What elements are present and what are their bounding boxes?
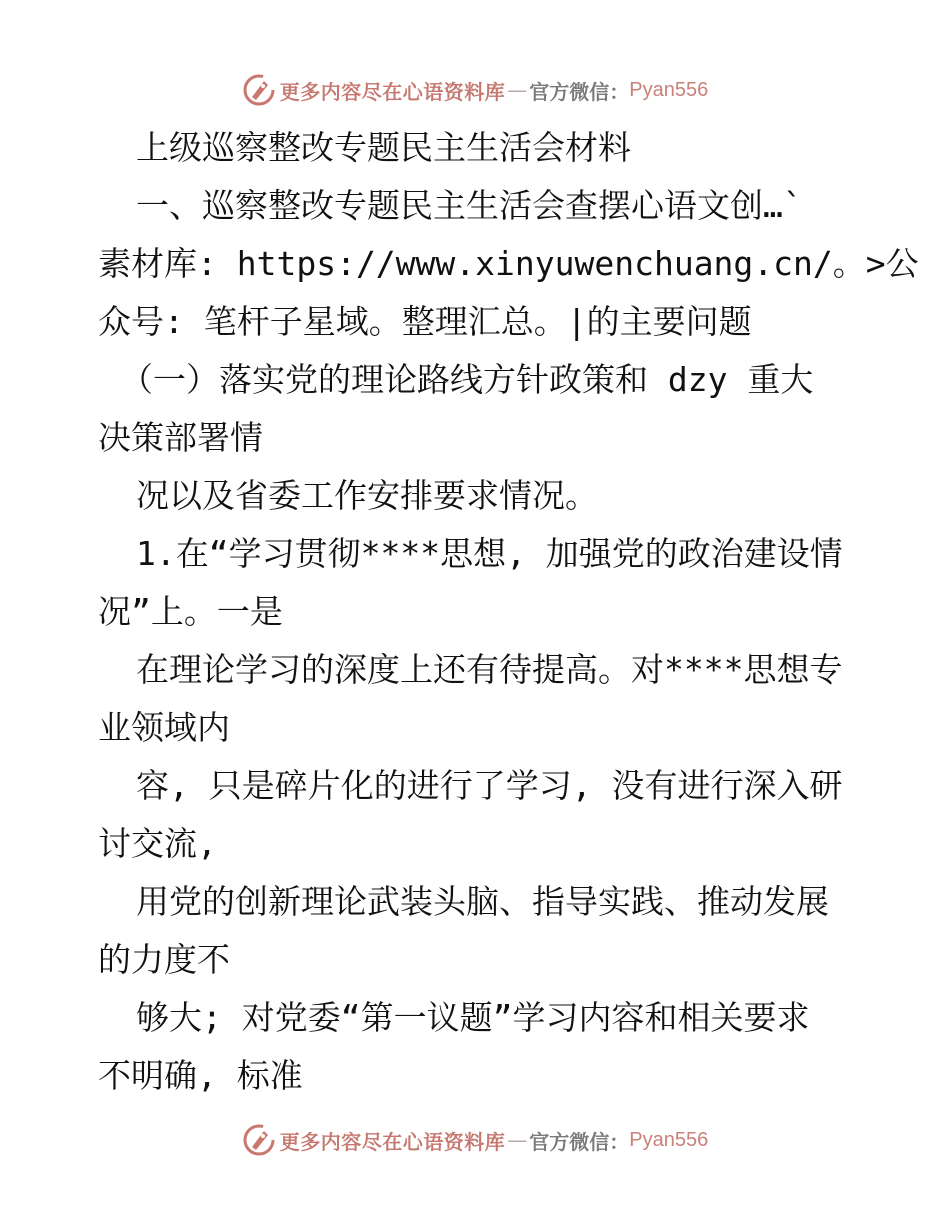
text-line: 一、巡察整改专题民主生活会查摆心语文创…` <box>136 186 803 225</box>
text-line: 决策部署情 <box>98 418 263 457</box>
text-line: 容, 只是碎片化的进行了学习, 没有进行深入研 <box>136 766 843 805</box>
pen-nib-logo-icon <box>242 1123 276 1157</box>
text-line: 素材库: https://www.xinyuwenchuang.cn/。>公 <box>98 244 919 283</box>
banner-dash: — <box>507 1128 528 1152</box>
banner-wechat-id: Pyan556 <box>629 78 709 101</box>
text-line: 众号: 笔杆子星域。整理汇总。|的主要问题 <box>98 302 752 341</box>
banner-wechat-label: 官方微信： <box>529 1129 630 1154</box>
text-line: 的力度不 <box>98 940 230 979</box>
text-line: （一）落实党的理论路线方针政策和 dzy 重大 <box>120 360 814 399</box>
text-line: 讨交流, <box>98 824 217 863</box>
banner-main-text: 更多内容尽在心语资料库 <box>279 1129 506 1154</box>
text-line: 业领域内 <box>98 708 230 747</box>
text-line: 况”上。一是 <box>98 592 283 631</box>
text-line: 在理论学习的深度上还有待提高。对****思想专 <box>136 650 843 689</box>
banner-wechat-id: Pyan556 <box>629 1128 709 1151</box>
text-line: 1.在“学习贯彻****思想, 加强党的政治建设情 <box>136 534 843 573</box>
text-line: 不明确, 标准 <box>98 1056 303 1095</box>
pen-nib-logo-icon <box>242 73 276 107</box>
text-line: 用党的创新理论武装头脑、指导实践、推动发展 <box>136 882 829 921</box>
header-watermark-banner <box>0 70 950 110</box>
text-line: 况以及省委工作安排要求情况。 <box>136 476 598 515</box>
document-body <box>98 119 919 1105</box>
banner-dash: — <box>507 78 528 102</box>
banner-main-text: 更多内容尽在心语资料库 <box>279 79 506 104</box>
document-title: 上级巡察整改专题民主生活会材料 <box>136 128 631 167</box>
banner-wechat-label: 官方微信： <box>529 79 630 104</box>
text-line: 够大; 对党委“第一议题”学习内容和相关要求 <box>136 998 810 1037</box>
footer-watermark-banner <box>0 1120 950 1160</box>
